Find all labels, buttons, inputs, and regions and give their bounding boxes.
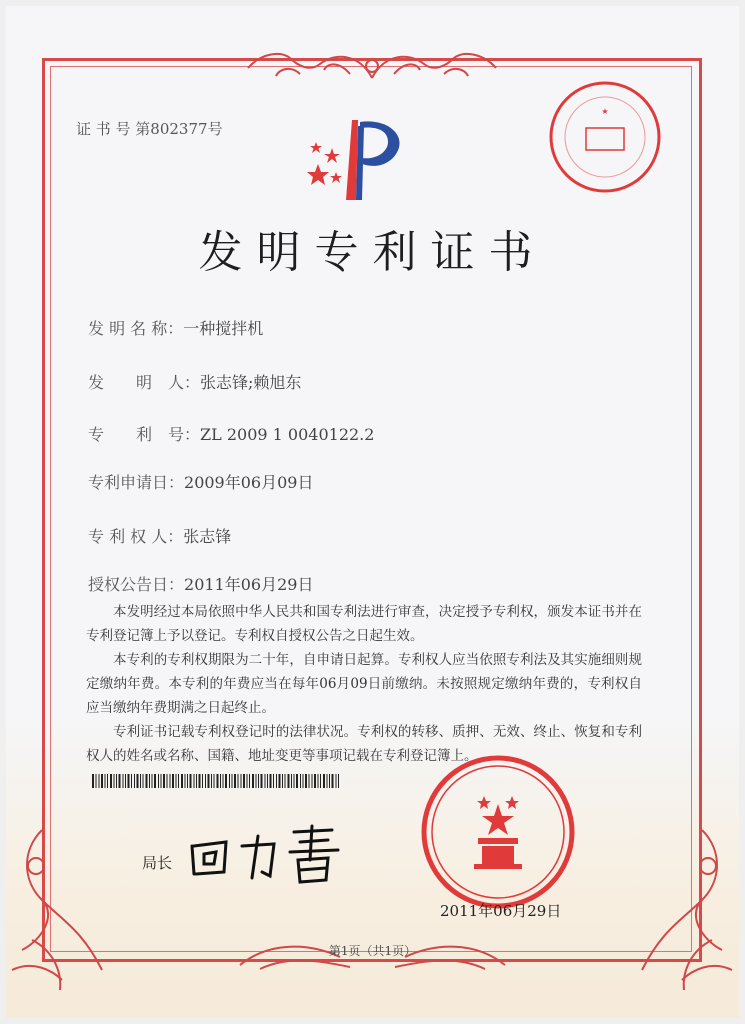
top-ornament xyxy=(240,44,505,84)
field-value: 张志锋 xyxy=(183,527,232,546)
field-invention-name xyxy=(88,316,263,339)
field-inventors xyxy=(88,370,301,393)
body-paragraph: 本发明经过本局依照中华人民共和国专利法进行审查，决定授予专利权，颁发本证书并在专利登记簿上予以登记。专利权自授权公告之日起生效。 xyxy=(86,604,642,644)
field-value: 2011年06月29日 xyxy=(184,575,314,594)
certificate-title: 发明专利证书 xyxy=(198,227,547,278)
field-label: 发 明 人： xyxy=(88,373,201,392)
director-label: 局长 xyxy=(142,854,173,872)
field-value: ZL 2009 1 0040122.2 xyxy=(200,425,375,444)
body-paragraph: 专利证书记载专利权登记时的法律状况。专利权的转移、质押、无效、终止、恢复和专利权人的姓名或名称、国籍、地址变更等事项记载在专利登记簿上。 xyxy=(86,724,642,764)
field-value: 2009年06月09日 xyxy=(184,473,314,492)
svg-text:★: ★ xyxy=(601,107,609,116)
barcode-icon xyxy=(92,774,342,788)
field-application-date xyxy=(88,470,313,493)
field-label: 发 明 名 称： xyxy=(88,319,184,338)
certificate-number: 证 书 号 第802377号 xyxy=(76,120,223,138)
field-label: 授权公告日： xyxy=(88,575,185,594)
body-paragraph: 本专利的专利权期限为二十年，自申请日起算。专利权人应当依照专利法及其实施细则规定缴纳年费。本专利的年费应当在每年06月09日前缴纳。未按照规定缴纳年费的，专利权自应当缴纳年费期满之日起终止。 xyxy=(86,652,642,716)
field-grant-date xyxy=(88,572,313,595)
agency-stamp-icon xyxy=(546,78,664,196)
field-label: 专 利 权 人： xyxy=(88,527,184,546)
seal-date: 2011年06月29日 xyxy=(440,902,562,920)
national-ip-office-seal-icon xyxy=(418,752,578,912)
director-signature-icon xyxy=(182,816,352,888)
field-value: 一种搅拌机 xyxy=(183,319,264,338)
field-patent-number xyxy=(88,422,374,445)
bottom-left-ornament xyxy=(2,820,112,1000)
certificate-body-text xyxy=(86,600,642,768)
field-label: 专 利 号： xyxy=(88,425,201,444)
field-value: 张志锋;赖旭东 xyxy=(200,373,302,392)
patent-office-logo-icon xyxy=(296,112,414,204)
page-number: 第1页（共1页） xyxy=(328,944,417,958)
field-patentee xyxy=(88,524,231,547)
bottom-right-ornament xyxy=(632,820,742,1000)
field-label: 专利申请日： xyxy=(88,473,185,492)
